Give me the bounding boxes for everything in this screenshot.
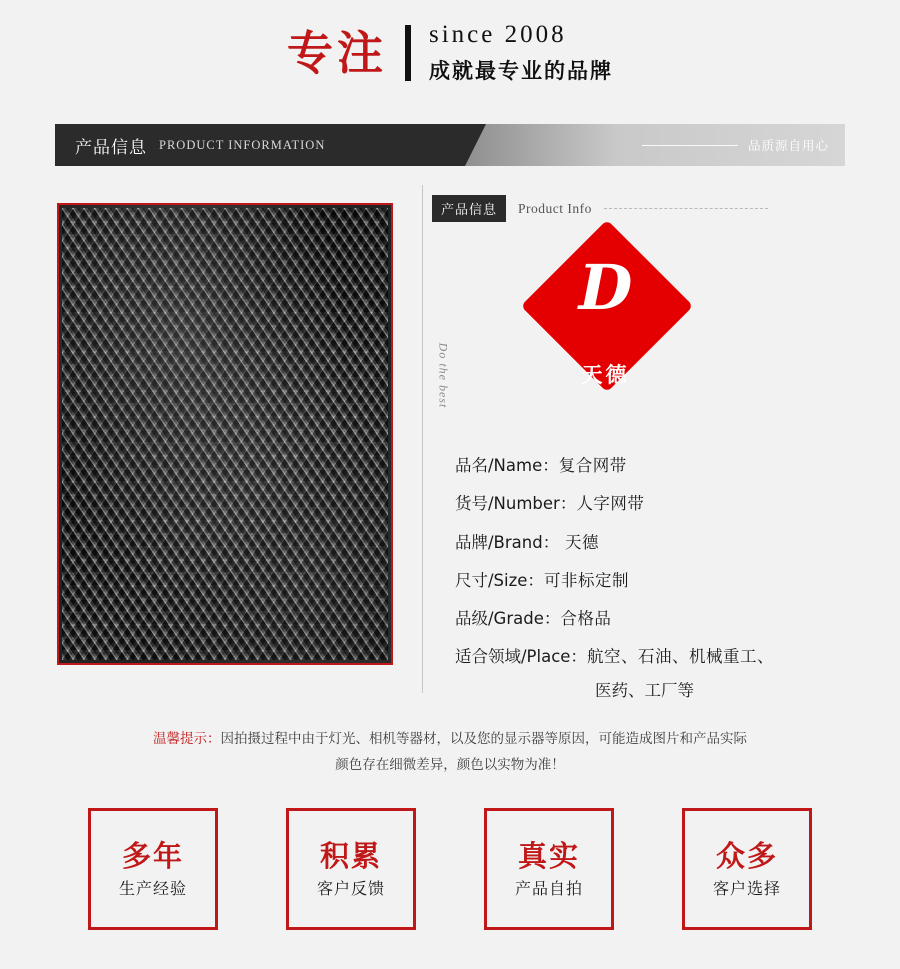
header-inner	[287, 21, 613, 85]
feature-card-title: 积累	[319, 838, 382, 873]
slogan-rule	[642, 145, 738, 146]
section-title-en: PRODUCT INFORMATION	[159, 137, 326, 152]
product-photo	[57, 203, 393, 665]
section-title-bar	[55, 124, 845, 166]
spec-row	[455, 608, 855, 630]
spec-value: 航空、石油、机械重工、	[586, 647, 774, 667]
feature-card	[88, 808, 218, 930]
spec-value: 天德	[559, 532, 599, 552]
spec-value: 可非标定制	[543, 570, 629, 590]
tip-line-2: 颜色存在细微差异，颜色以实物为准！	[335, 756, 565, 773]
header-subtitle: 成就最专业的品牌	[429, 58, 613, 83]
section-title-light	[465, 124, 845, 166]
shooting-tip	[0, 727, 900, 778]
tip-line-1	[0, 727, 900, 753]
feature-card-subtitle: 客户反馈	[316, 878, 385, 898]
spec-label: 适合领域/Place：	[455, 647, 587, 667]
spec-label: 品名/Name：	[455, 456, 559, 475]
header-text-group	[429, 21, 613, 85]
feature-card-title: 真实	[517, 838, 580, 873]
spec-value-continuation: 医药、工厂等	[595, 680, 694, 700]
logo-brand-name: 天德	[581, 363, 630, 387]
header-divider	[405, 25, 411, 81]
spec-row	[455, 570, 855, 592]
spec-label: 尺寸/Size：	[455, 570, 544, 590]
spec-row	[455, 493, 855, 515]
feature-card-subtitle: 产品自拍	[514, 878, 583, 898]
header-since: since 2008	[429, 20, 567, 48]
vertical-divider	[422, 185, 423, 693]
feature-cards	[0, 808, 900, 930]
logo-mark-glyph: D	[578, 251, 633, 324]
feature-card	[484, 808, 614, 930]
feature-card-subtitle: 生产经验	[118, 878, 187, 898]
spec-row	[455, 646, 855, 668]
spec-row	[455, 532, 855, 554]
spec-value: 复合网带	[558, 456, 627, 475]
section-slogan: 品质源自用心	[747, 138, 829, 153]
spec-row	[455, 455, 855, 477]
photo-caption-rotated: Do the best	[436, 342, 451, 409]
spec-label: 品级/Grade：	[455, 609, 561, 629]
mesh-belt-image	[62, 208, 388, 660]
spec-list	[455, 455, 855, 701]
spec-label: 品牌/Brand：	[455, 532, 560, 552]
tip-text-1: 因拍摄过程中由于灯光、相机等器材，以及您的显示器等原因，可能造成图片和产品实际	[220, 731, 747, 747]
brand-logo	[523, 237, 688, 429]
feature-card	[286, 808, 416, 930]
tip-keyword: 温馨提示：	[153, 731, 221, 747]
spec-value: 合格品	[560, 609, 612, 629]
feature-card-title: 多年	[121, 838, 184, 873]
feature-card	[682, 808, 812, 930]
product-info-tag-en: Product Info	[518, 200, 592, 216]
section-title-dark	[55, 124, 465, 166]
spec-label: 货号/Number：	[455, 494, 577, 514]
product-info-tag-cn: 产品信息	[432, 195, 506, 222]
product-info-dashed-rule	[604, 208, 768, 209]
feature-card-subtitle: 客户选择	[712, 878, 781, 898]
product-info-heading	[432, 195, 768, 222]
feature-card-title: 众多	[715, 838, 778, 873]
section-title-cn: 产品信息	[75, 137, 147, 158]
spec-value: 人字网带	[576, 494, 645, 514]
page-header	[0, 0, 900, 105]
header-title-cn: 专注	[287, 25, 387, 80]
